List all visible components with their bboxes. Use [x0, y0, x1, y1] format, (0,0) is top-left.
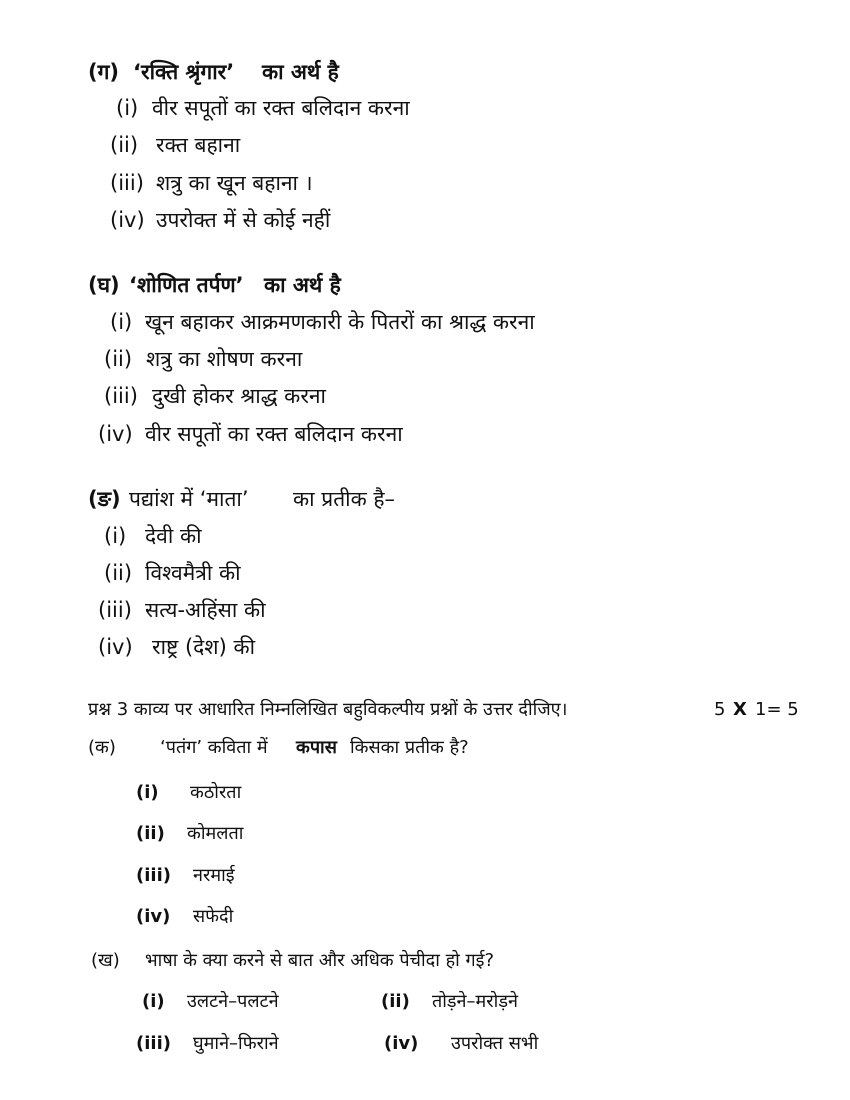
marks-multiply: X — [733, 699, 747, 720]
question-text: भाषा के क्या करने से बात और अधिक पेचीदा हो गई? — [145, 950, 495, 971]
option-text: शत्रु का खून बहाना । — [156, 171, 313, 195]
question-term: ‘शोणित तर्पण’ — [129, 273, 244, 297]
question-label: (ग) — [88, 60, 120, 84]
question-label: (घ) — [88, 273, 120, 297]
option-text: दुखी होकर श्राद्ध करना — [152, 384, 326, 408]
question-text: का प्रतीक है– — [293, 487, 396, 511]
option-text: तोड़ने–मरोड़ने — [432, 991, 518, 1012]
option-text: खून बहाकर आक्रमणकारी के पितरों का श्राद्ध करना — [145, 310, 535, 334]
option-number: (ii) — [104, 347, 133, 371]
question-label: (ख) — [91, 950, 120, 971]
option-number: (i) — [104, 524, 127, 548]
option-number: (i) — [110, 310, 133, 334]
option-text: कोमलता — [187, 823, 244, 844]
option-text: उपरोक्त में से कोई नहीं — [156, 208, 331, 232]
question-text: का अर्थ है — [264, 273, 341, 297]
question-term: पद्यांश में ‘माता’ — [129, 487, 249, 511]
option-text: विश्वमैत्री की — [145, 561, 241, 585]
option-number: (ii) — [381, 991, 410, 1012]
marks-total: 1= 5 — [755, 699, 799, 720]
option-text: नरमाई — [193, 865, 235, 886]
section-heading: प्रश्न 3 काव्य पर आधारित निम्नलिखित बहुविकल्पीय प्रश्नों के उत्तर दीजिए। — [88, 699, 568, 720]
option-text: घुमाने–फिराने — [193, 1033, 279, 1054]
option-number: (iii) — [104, 384, 138, 408]
option-number: (iii) — [98, 598, 132, 622]
option-text: रक्त बहाना — [156, 133, 241, 157]
option-number: (i) — [116, 96, 139, 120]
option-number: (i) — [142, 991, 165, 1012]
option-text: वीर सपूतों का रक्त बलिदान करना — [152, 96, 410, 120]
option-text: कठोरता — [190, 782, 242, 803]
marks-count: 5 — [714, 699, 726, 720]
question-text: किसका प्रतीक है? — [350, 737, 469, 758]
question-text: ‘पतंग’ कविता में — [160, 737, 268, 758]
question-label: (क) — [88, 737, 116, 758]
option-number: (iv) — [136, 906, 171, 927]
question-text: का अर्थ है — [262, 60, 339, 84]
option-number: (iv) — [98, 635, 133, 659]
option-number: (iv) — [98, 422, 133, 446]
option-number: (iii) — [110, 171, 144, 195]
option-number: (ii) — [104, 561, 133, 585]
option-number: (ii) — [136, 823, 165, 844]
option-number: (iv) — [384, 1033, 419, 1054]
question-bold-term: कपास — [296, 737, 337, 758]
question-term: ‘रक्ति श्रृंगार’ — [133, 60, 235, 84]
option-number: (i) — [136, 782, 159, 803]
option-text: सफेदी — [193, 906, 234, 927]
option-number: (iv) — [110, 208, 145, 232]
option-text: सत्य-अहिंसा की — [145, 598, 266, 622]
option-number: (iii) — [136, 865, 171, 886]
option-text: उलटने–पलटने — [187, 991, 279, 1012]
option-text: शत्रु का शोषण करना — [146, 347, 303, 371]
question-label: (ङ) — [88, 487, 121, 511]
option-text: देवी की — [145, 524, 202, 548]
option-number: (iii) — [136, 1033, 171, 1054]
option-text: वीर सपूतों का रक्त बलिदान करना — [145, 422, 403, 446]
option-text: उपरोक्त सभी — [451, 1033, 539, 1054]
option-number: (ii) — [110, 133, 139, 157]
option-text: राष्ट्र (देश) की — [152, 635, 256, 659]
